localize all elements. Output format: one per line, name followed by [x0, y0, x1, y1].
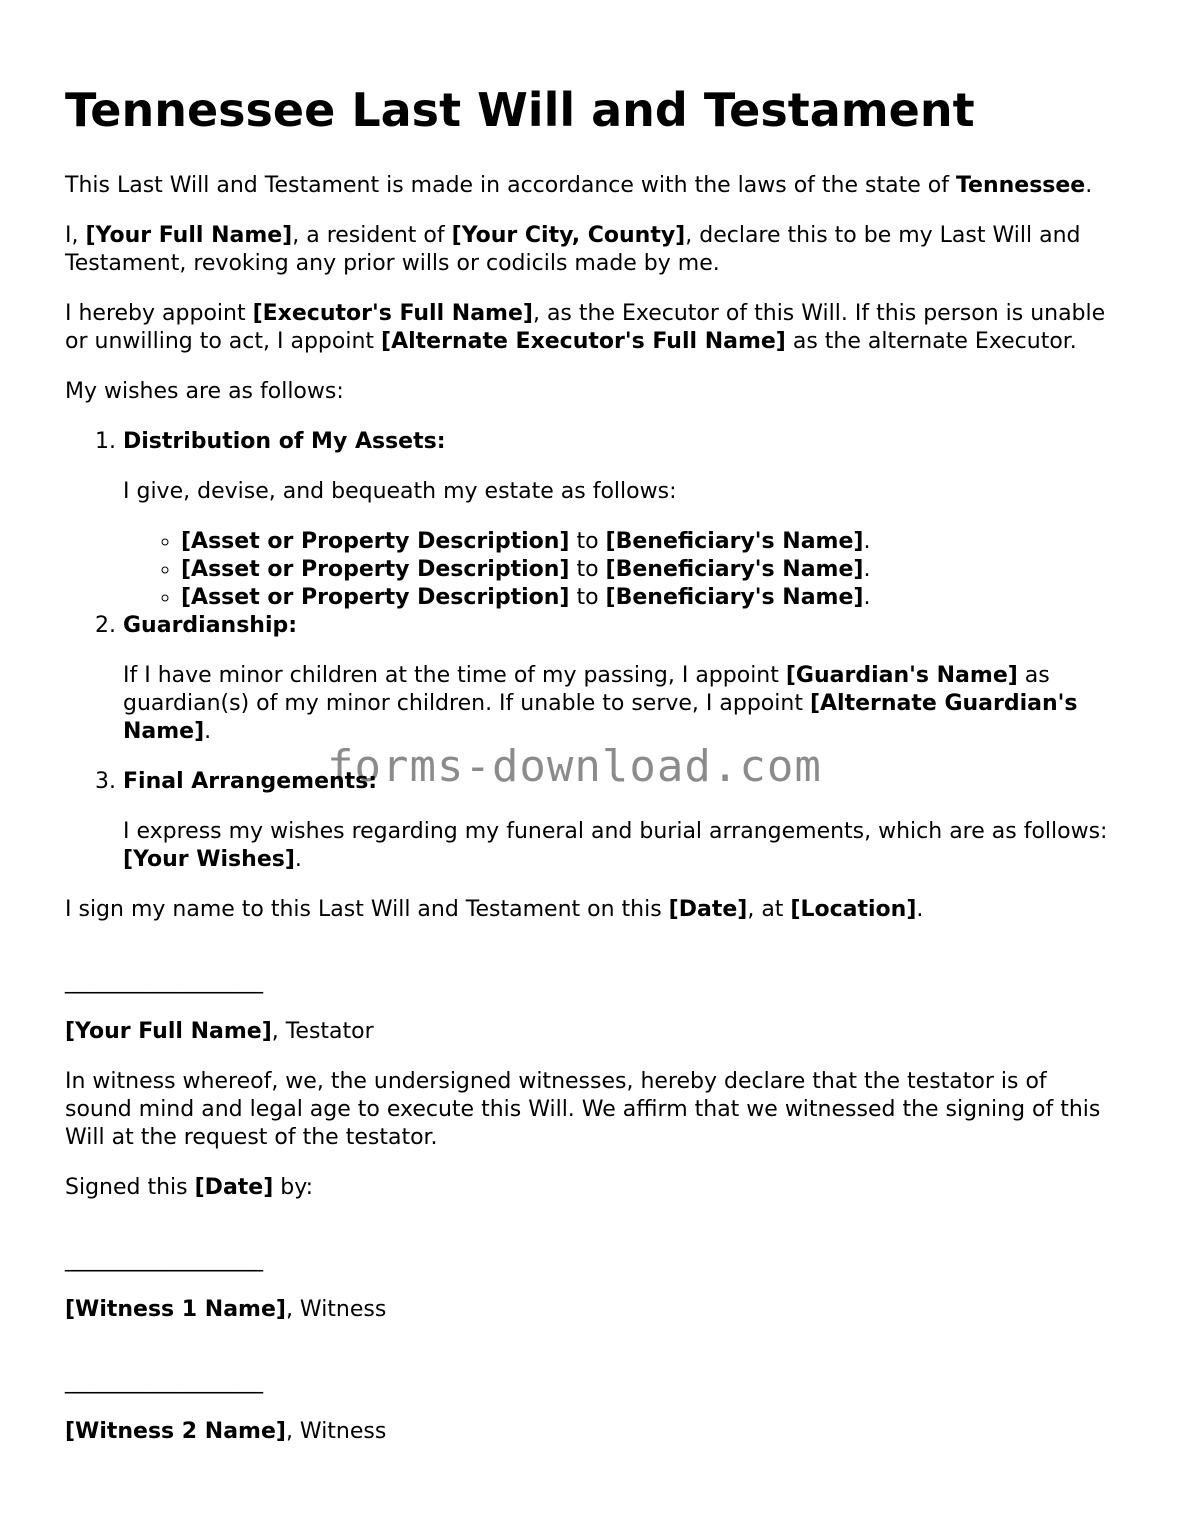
witness-statement: In witness whereof, we, the undersigned witnesses, hereby declare that the testator is of sound mind and legal age to execute this Will. We affirm that we witnessed the signing of this Will at the request of the testator.: [65, 1069, 1101, 1150]
witness-1-label: [Witness 1 Name], Witness: [65, 1297, 387, 1322]
witness-2-label: [Witness 2 Name], Witness: [65, 1419, 387, 1444]
executor-paragraph: I hereby appoint [Executor's Full Name], as the Executor of this Will. If this person is unable or unwilling to act, I appoint [Alternate Executor's Full Name] as the alternate Executor.: [65, 301, 1106, 354]
witness-date-placeholder: [Date]: [194, 1175, 274, 1200]
witness-1-signature-line: __________________: [65, 1247, 263, 1272]
residence-placeholder: [Your City, County]: [451, 223, 686, 248]
signing-location-placeholder: [Location]: [790, 897, 917, 922]
bequest-item: ◦ [Asset or Property Description] to [Beneficiary's Name].: [181, 528, 1115, 556]
document-title: Tennessee Last Will and Testament: [65, 83, 975, 137]
wishes-intro: My wishes are as follows:: [65, 379, 344, 404]
guardianship-section: [123, 612, 1115, 746]
assets-section: [123, 428, 1115, 612]
declaration-paragraph: I, [Your Full Name], a resident of [Your City, County], declare this to be my Last Will and Testament, revoking any prior wills or codicils made by me.: [65, 223, 1081, 276]
bequest-item: ◦ [Asset or Property Description] to [Beneficiary's Name].: [181, 584, 1115, 612]
executor-name-placeholder: [Executor's Full Name]: [252, 301, 533, 326]
alternate-executor-placeholder: [Alternate Executor's Full Name]: [381, 329, 786, 354]
assets-text: I give, devise, and bequeath my estate as follows:: [123, 479, 677, 504]
bequest-item: ◦ [Asset or Property Description] to [Beneficiary's Name].: [181, 556, 1115, 584]
alternate-guardian-placeholder: [Alternate Guardian's Name]: [123, 691, 1078, 744]
wishes-list: [65, 428, 1115, 874]
testator-signature-line: __________________: [65, 969, 263, 994]
intro-paragraph: This Last Will and Testament is made in accordance with the laws of the state of Tennessee.: [65, 173, 1093, 198]
signing-paragraph: I sign my name to this Last Will and Testament on this [Date], at [Location].: [65, 897, 924, 922]
arrangements-heading: Final Arrangements:: [123, 769, 378, 794]
will-document: [65, 82, 1115, 1468]
arrangements-text: I express my wishes regarding my funeral and burial arrangements, which are as follows: [Your Wishes].: [123, 819, 1108, 872]
signing-date-placeholder: [Date]: [668, 897, 748, 922]
guardian-placeholder: [Guardian's Name]: [785, 663, 1018, 688]
bequest-list: [123, 528, 1115, 612]
testator-signature-label: [Your Full Name], Testator: [65, 1019, 374, 1044]
arrangements-section: [123, 768, 1115, 874]
state-name: Tennessee: [955, 173, 1086, 198]
guardianship-text: If I have minor children at the time of my passing, I appoint [Guardian's Name] as guardian(s) of my minor children. If unable to serve, I appoint [Alternate Guardian's Name].: [123, 663, 1078, 744]
assets-heading: Distribution of My Assets:: [123, 429, 446, 454]
wishes-placeholder: [Your Wishes]: [123, 847, 295, 872]
witness-2-signature-line: __________________: [65, 1369, 263, 1394]
watermark: forms-download.com: [327, 741, 822, 792]
guardianship-heading: Guardianship:: [123, 613, 298, 638]
testator-name-placeholder: [Your Full Name]: [85, 223, 293, 248]
signed-this-paragraph: Signed this [Date] by:: [65, 1175, 314, 1200]
